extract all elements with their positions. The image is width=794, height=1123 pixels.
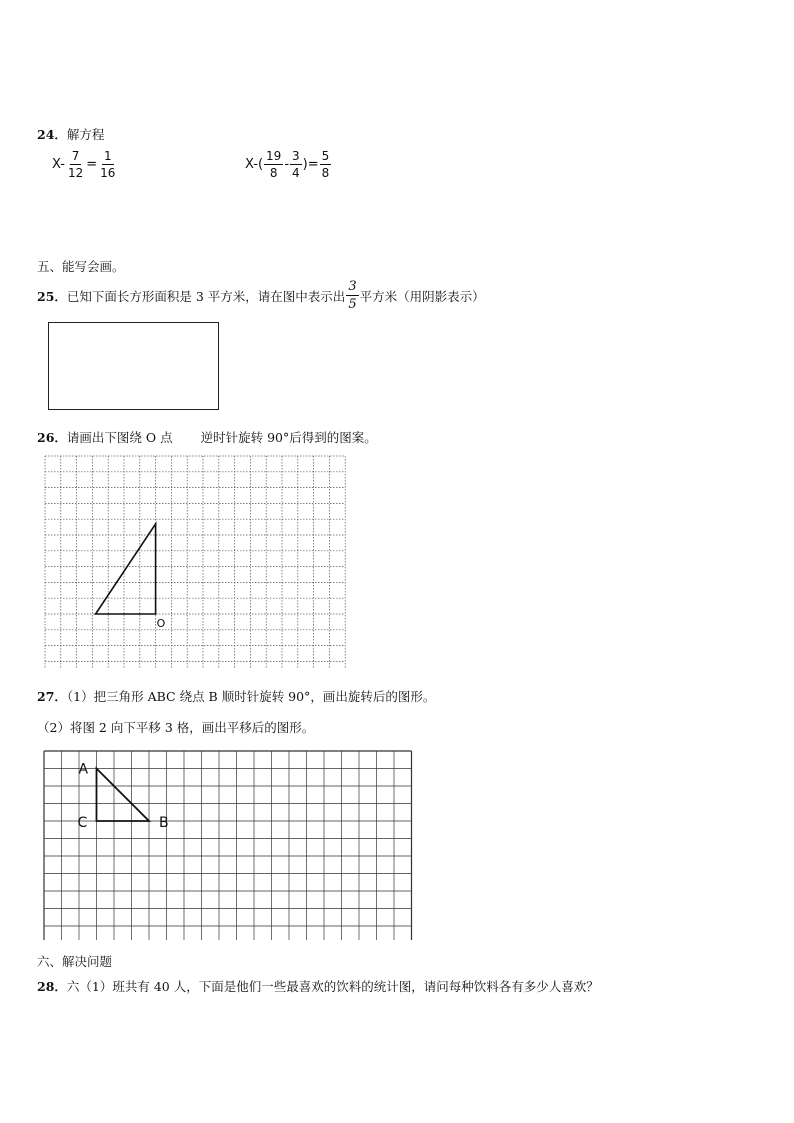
q27-grid: [43, 750, 415, 940]
q26-grid: [44, 455, 346, 669]
eq2-fraction-3: [320, 150, 332, 179]
q25-rectangle: [48, 322, 219, 410]
eq2-fraction-2: [290, 150, 302, 179]
q25-text-before: 已知下面长方形面积是 3 平方米，请在图中表示出: [66, 288, 346, 304]
q26-text-a: 请画出下图绕 O 点: [66, 430, 173, 445]
eq2-minus: -: [284, 157, 290, 172]
eq1-fraction-1: [66, 150, 85, 179]
q27-triangle-abc: [97, 769, 150, 822]
q25-heading: [37, 280, 485, 311]
q26-number: 26．: [37, 430, 67, 445]
q26-grid-figure: [44, 455, 346, 669]
q26-triangle: [96, 524, 156, 614]
q25-frac-den: 5: [348, 297, 357, 312]
q24-heading: [37, 125, 104, 143]
eq2-frac2-den: 4: [292, 166, 300, 180]
eq2-frac1-den: 8: [269, 166, 278, 180]
eq2-fraction-1: [264, 150, 283, 179]
q26-text-b: 逆时针旋转 90°后得到的图案。: [200, 430, 377, 445]
q27-label-a: A: [78, 761, 89, 778]
q26-heading: [37, 428, 377, 446]
q25-number: 25．: [37, 288, 67, 304]
q27-part1: （1）把三角形 ABC 绕点 B 顺时针旋转 90°，画出旋转后的图形。: [66, 689, 436, 704]
q24-equation-1: [52, 150, 118, 179]
eq1-fraction-2: [98, 150, 117, 179]
q26-point-label: O: [156, 617, 166, 630]
q27-heading: [37, 687, 435, 705]
q27-number: 27．: [37, 689, 67, 704]
q25-text-after: 平方米（用阴影表示）: [359, 288, 485, 304]
eq1-frac2-num: 1: [103, 149, 112, 163]
q27-grid-figure: [43, 750, 415, 940]
q28-number: 28．: [37, 979, 67, 994]
q28-text: 六（1）班共有 40 人，下面是他们一些最喜欢的饮料的统计图，请问每种饮料各有多少人喜欢？: [66, 979, 599, 994]
q27-part2: （2）将图 2 向下平移 3 格，画出平移后的图形。: [37, 720, 315, 735]
eq1-frac1-num: 7: [71, 149, 80, 163]
q24-number: 24．: [37, 127, 67, 142]
q24-title: 解方程: [66, 127, 105, 142]
section-5-title: 五、能写会画。: [37, 259, 125, 274]
eq2-frac3-num: 5: [321, 149, 330, 163]
section-6-title: 六、解决问题: [37, 954, 113, 969]
eq2-close: )=: [302, 157, 319, 172]
eq1-frac1-den: 12: [67, 166, 84, 180]
eq2-lhs: X-(: [245, 157, 264, 172]
eq2-frac1-num: 19: [266, 149, 282, 163]
q27-label-b: B: [159, 815, 169, 831]
eq2-frac3-den: 8: [321, 166, 330, 180]
q27-label-c: C: [77, 815, 88, 831]
q28-heading: [37, 977, 599, 995]
q25-frac-num: 3: [348, 279, 357, 294]
eq1-frac2-den: 16: [100, 166, 116, 180]
eq2-frac2-num: 3: [292, 149, 300, 163]
eq1-lhs: X-: [52, 157, 65, 172]
q25-fraction: [346, 280, 358, 311]
q24-equation-2: [245, 150, 332, 179]
eq1-equals: =: [86, 157, 98, 172]
